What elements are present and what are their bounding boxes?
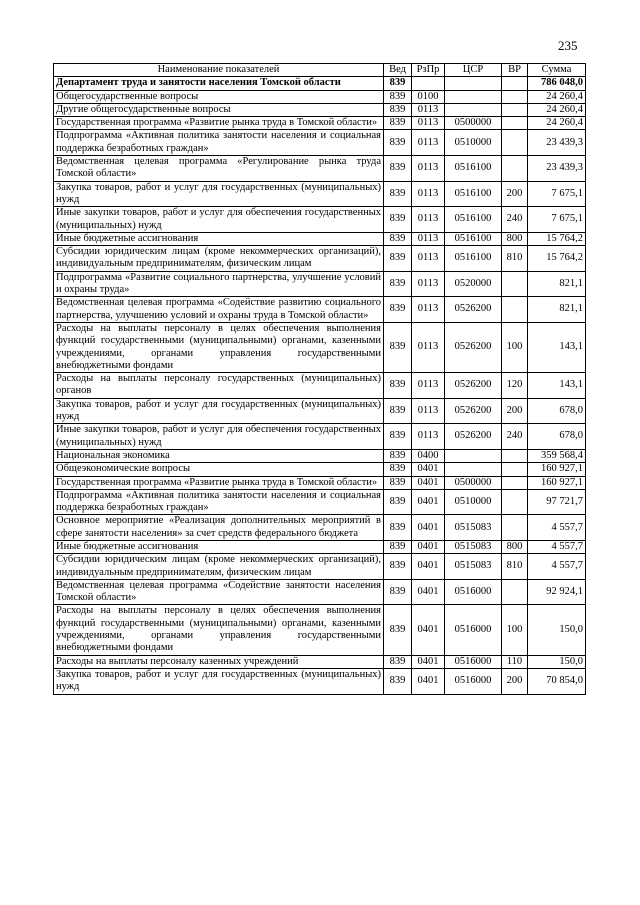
row-csr bbox=[445, 449, 502, 462]
row-rzpr: 0401 bbox=[412, 489, 445, 515]
row-ved: 839 bbox=[384, 398, 412, 424]
row-vr: 100 bbox=[502, 605, 528, 655]
row-rzpr: 0401 bbox=[412, 579, 445, 605]
row-csr: 0516100 bbox=[445, 181, 502, 207]
row-sum: 97 721,7 bbox=[528, 489, 586, 515]
row-name: Общеэкономические вопросы bbox=[54, 463, 384, 476]
row-name: Государственная программа «Развитие рынка труда в Томской области» bbox=[54, 117, 384, 130]
row-csr: 0515083 bbox=[445, 540, 502, 553]
row-sum: 15 764,2 bbox=[528, 232, 586, 245]
row-ved: 839 bbox=[384, 540, 412, 553]
row-vr bbox=[502, 156, 528, 182]
row-ved: 839 bbox=[384, 77, 412, 90]
row-ved: 839 bbox=[384, 554, 412, 580]
row-name: Расходы на выплаты персоналу казенных учреждений bbox=[54, 655, 384, 668]
row-ved: 839 bbox=[384, 130, 412, 156]
row-vr bbox=[502, 271, 528, 297]
table-row bbox=[54, 117, 586, 130]
page-number: 235 bbox=[558, 38, 578, 53]
row-name: Общегосударственные вопросы bbox=[54, 90, 384, 103]
table-row bbox=[54, 515, 586, 541]
row-name: Другие общегосударственные вопросы bbox=[54, 103, 384, 116]
row-name: Закупка товаров, работ и услуг для государственных (муниципальных) нужд bbox=[54, 398, 384, 424]
table-row bbox=[54, 181, 586, 207]
table-row bbox=[54, 476, 586, 489]
row-ved: 839 bbox=[384, 424, 412, 450]
row-sum: 24 260,4 bbox=[528, 90, 586, 103]
row-csr: 0500000 bbox=[445, 117, 502, 130]
row-rzpr: 0113 bbox=[412, 398, 445, 424]
row-rzpr: 0113 bbox=[412, 373, 445, 399]
table-row bbox=[54, 271, 586, 297]
row-csr bbox=[445, 77, 502, 90]
row-csr bbox=[445, 90, 502, 103]
row-sum: 786 048,0 bbox=[528, 77, 586, 90]
row-ved: 839 bbox=[384, 463, 412, 476]
row-vr: 200 bbox=[502, 398, 528, 424]
row-csr: 0516000 bbox=[445, 605, 502, 655]
table-row bbox=[54, 103, 586, 116]
row-rzpr: 0113 bbox=[412, 130, 445, 156]
row-csr: 0515083 bbox=[445, 554, 502, 580]
row-sum: 7 675,1 bbox=[528, 181, 586, 207]
row-ved: 839 bbox=[384, 103, 412, 116]
row-sum: 92 924,1 bbox=[528, 579, 586, 605]
row-sum: 24 260,4 bbox=[528, 117, 586, 130]
row-ved: 839 bbox=[384, 515, 412, 541]
row-rzpr: 0113 bbox=[412, 207, 445, 233]
row-vr bbox=[502, 449, 528, 462]
row-vr bbox=[502, 297, 528, 323]
row-rzpr: 0401 bbox=[412, 463, 445, 476]
budget-table bbox=[53, 63, 586, 695]
table-row bbox=[54, 156, 586, 182]
row-csr: 0516100 bbox=[445, 246, 502, 272]
row-name: Департамент труда и занятости населения Томской области bbox=[54, 77, 384, 90]
row-vr bbox=[502, 130, 528, 156]
row-ved: 839 bbox=[384, 271, 412, 297]
row-name: Подпрограмма «Активная политика занятости населения и социальная поддержка безработных граждан» bbox=[54, 130, 384, 156]
row-csr: 0526200 bbox=[445, 398, 502, 424]
row-rzpr: 0113 bbox=[412, 322, 445, 372]
row-rzpr: 0113 bbox=[412, 117, 445, 130]
row-name: Подпрограмма «Активная политика занятости населения и социальная поддержка безработных граждан» bbox=[54, 489, 384, 515]
table-row bbox=[54, 373, 586, 399]
row-ved: 839 bbox=[384, 117, 412, 130]
header-sum: Сумма bbox=[528, 64, 586, 77]
row-rzpr: 0113 bbox=[412, 246, 445, 272]
table-row bbox=[54, 579, 586, 605]
row-csr: 0516000 bbox=[445, 655, 502, 668]
row-csr: 0516000 bbox=[445, 579, 502, 605]
row-rzpr: 0401 bbox=[412, 554, 445, 580]
row-name: Национальная экономика bbox=[54, 449, 384, 462]
row-rzpr: 0113 bbox=[412, 297, 445, 323]
row-sum: 143,1 bbox=[528, 373, 586, 399]
header-vr: ВР bbox=[502, 64, 528, 77]
row-rzpr bbox=[412, 77, 445, 90]
table-row bbox=[54, 232, 586, 245]
row-ved: 839 bbox=[384, 246, 412, 272]
row-sum: 821,1 bbox=[528, 297, 586, 323]
row-rzpr: 0401 bbox=[412, 655, 445, 668]
row-rzpr: 0113 bbox=[412, 271, 445, 297]
row-vr bbox=[502, 489, 528, 515]
row-sum: 678,0 bbox=[528, 424, 586, 450]
row-name: Подпрограмма «Развитие социального партнерства, улучшение условий и охраны труда» bbox=[54, 271, 384, 297]
row-ved: 839 bbox=[384, 322, 412, 372]
row-name: Ведомственная целевая программа «Содействие занятости населения Томской области» bbox=[54, 579, 384, 605]
row-rzpr: 0401 bbox=[412, 476, 445, 489]
row-vr: 810 bbox=[502, 246, 528, 272]
row-vr: 200 bbox=[502, 668, 528, 694]
row-vr bbox=[502, 117, 528, 130]
row-csr: 0526200 bbox=[445, 424, 502, 450]
row-csr: 0526200 bbox=[445, 297, 502, 323]
row-name: Иные закупки товаров, работ и услуг для обеспечения государственных (муниципальных) нужд bbox=[54, 207, 384, 233]
row-vr bbox=[502, 103, 528, 116]
row-ved: 839 bbox=[384, 90, 412, 103]
row-rzpr: 0401 bbox=[412, 668, 445, 694]
row-rzpr: 0401 bbox=[412, 515, 445, 541]
row-ved: 839 bbox=[384, 476, 412, 489]
row-sum: 7 675,1 bbox=[528, 207, 586, 233]
row-vr bbox=[502, 90, 528, 103]
row-sum: 150,0 bbox=[528, 655, 586, 668]
table-row bbox=[54, 489, 586, 515]
row-csr: 0516000 bbox=[445, 668, 502, 694]
table-header-row bbox=[54, 64, 586, 77]
row-sum: 23 439,3 bbox=[528, 130, 586, 156]
row-vr bbox=[502, 463, 528, 476]
table-body bbox=[54, 77, 586, 694]
table-row bbox=[54, 77, 586, 90]
row-name: Государственная программа «Развитие рынка труда в Томской области» bbox=[54, 476, 384, 489]
row-sum: 4 557,7 bbox=[528, 515, 586, 541]
row-ved: 839 bbox=[384, 605, 412, 655]
header-rzpr: РзПр bbox=[412, 64, 445, 77]
row-name: Ведомственная целевая программа «Содействие развитию социального партнерства, улучшению условий и охраны труда в Томской области» bbox=[54, 297, 384, 323]
row-csr bbox=[445, 463, 502, 476]
row-name: Расходы на выплаты персоналу в целях обеспечения выполнения функций государственными (муниципальными) органами, казенными учреждениями, органами управления государственными внебюджетными фондами bbox=[54, 605, 384, 655]
row-sum: 150,0 bbox=[528, 605, 586, 655]
row-ved: 839 bbox=[384, 579, 412, 605]
table-row bbox=[54, 90, 586, 103]
header-name: Наименование показателей bbox=[54, 64, 384, 77]
row-vr: 800 bbox=[502, 232, 528, 245]
row-name: Закупка товаров, работ и услуг для государственных (муниципальных) нужд bbox=[54, 181, 384, 207]
row-rzpr: 0113 bbox=[412, 181, 445, 207]
row-rzpr: 0100 bbox=[412, 90, 445, 103]
row-name: Расходы на выплаты персоналу в целях обеспечения выполнения функций государственными (муниципальными) органами, казенными учреждениями, органами управления государственными внебюджетными фондами bbox=[54, 322, 384, 372]
row-name: Закупка товаров, работ и услуг для государственных (муниципальных) нужд bbox=[54, 668, 384, 694]
row-name: Расходы на выплаты персоналу государственных (муниципальных) органов bbox=[54, 373, 384, 399]
row-ved: 839 bbox=[384, 297, 412, 323]
row-csr: 0516100 bbox=[445, 156, 502, 182]
row-rzpr: 0113 bbox=[412, 156, 445, 182]
row-vr bbox=[502, 77, 528, 90]
row-csr: 0520000 bbox=[445, 271, 502, 297]
row-ved: 839 bbox=[384, 449, 412, 462]
table-row bbox=[54, 668, 586, 694]
header-ved: Вед bbox=[384, 64, 412, 77]
row-name: Иные бюджетные ассигнования bbox=[54, 232, 384, 245]
row-rzpr: 0113 bbox=[412, 424, 445, 450]
header-csr: ЦСР bbox=[445, 64, 502, 77]
row-csr: 0526200 bbox=[445, 322, 502, 372]
row-name: Субсидии юридическим лицам (кроме некоммерческих организаций), индивидуальным предпринимателям, физическим лицам bbox=[54, 554, 384, 580]
row-rzpr: 0113 bbox=[412, 232, 445, 245]
row-csr: 0515083 bbox=[445, 515, 502, 541]
row-ved: 839 bbox=[384, 181, 412, 207]
row-sum: 24 260,4 bbox=[528, 103, 586, 116]
row-csr: 0500000 bbox=[445, 476, 502, 489]
table-row bbox=[54, 554, 586, 580]
row-rzpr: 0401 bbox=[412, 540, 445, 553]
row-csr: 0516100 bbox=[445, 232, 502, 245]
row-csr: 0510000 bbox=[445, 489, 502, 515]
row-name: Иные закупки товаров, работ и услуг для обеспечения государственных (муниципальных) нужд bbox=[54, 424, 384, 450]
row-sum: 143,1 bbox=[528, 322, 586, 372]
row-csr bbox=[445, 103, 502, 116]
row-vr: 110 bbox=[502, 655, 528, 668]
table-row bbox=[54, 207, 586, 233]
row-name: Субсидии юридическим лицам (кроме некоммерческих организаций), индивидуальным предпринимателям, физическим лицам bbox=[54, 246, 384, 272]
row-ved: 839 bbox=[384, 655, 412, 668]
row-ved: 839 bbox=[384, 207, 412, 233]
row-sum: 4 557,7 bbox=[528, 554, 586, 580]
row-vr: 240 bbox=[502, 207, 528, 233]
table-row bbox=[54, 655, 586, 668]
row-sum: 70 854,0 bbox=[528, 668, 586, 694]
row-csr: 0526200 bbox=[445, 373, 502, 399]
row-ved: 839 bbox=[384, 156, 412, 182]
row-csr: 0510000 bbox=[445, 130, 502, 156]
row-sum: 160 927,1 bbox=[528, 476, 586, 489]
row-sum: 4 557,7 bbox=[528, 540, 586, 553]
row-name: Основное мероприятие «Реализация дополнительных мероприятий в сфере занятости населения» за счет средств федерального бюджета bbox=[54, 515, 384, 541]
row-csr: 0516100 bbox=[445, 207, 502, 233]
row-name: Ведомственная целевая программа «Регулирование рынка труда Томской области» bbox=[54, 156, 384, 182]
table-row bbox=[54, 297, 586, 323]
row-ved: 839 bbox=[384, 232, 412, 245]
table-row bbox=[54, 424, 586, 450]
table-row bbox=[54, 246, 586, 272]
row-ved: 839 bbox=[384, 668, 412, 694]
row-rzpr: 0401 bbox=[412, 605, 445, 655]
row-rzpr: 0400 bbox=[412, 449, 445, 462]
table-row bbox=[54, 540, 586, 553]
row-sum: 821,1 bbox=[528, 271, 586, 297]
table-row bbox=[54, 130, 586, 156]
row-vr: 100 bbox=[502, 322, 528, 372]
row-ved: 839 bbox=[384, 489, 412, 515]
row-vr: 200 bbox=[502, 181, 528, 207]
row-vr: 800 bbox=[502, 540, 528, 553]
row-sum: 359 568,4 bbox=[528, 449, 586, 462]
row-ved: 839 bbox=[384, 373, 412, 399]
row-vr: 240 bbox=[502, 424, 528, 450]
row-vr bbox=[502, 579, 528, 605]
row-rzpr: 0113 bbox=[412, 103, 445, 116]
table-row bbox=[54, 398, 586, 424]
row-vr: 810 bbox=[502, 554, 528, 580]
row-vr bbox=[502, 476, 528, 489]
table-row bbox=[54, 605, 586, 655]
row-sum: 15 764,2 bbox=[528, 246, 586, 272]
table-row bbox=[54, 463, 586, 476]
row-name: Иные бюджетные ассигнования bbox=[54, 540, 384, 553]
table-row bbox=[54, 449, 586, 462]
row-sum: 678,0 bbox=[528, 398, 586, 424]
row-vr bbox=[502, 515, 528, 541]
row-sum: 160 927,1 bbox=[528, 463, 586, 476]
row-sum: 23 439,3 bbox=[528, 156, 586, 182]
table-row bbox=[54, 322, 586, 372]
row-vr: 120 bbox=[502, 373, 528, 399]
